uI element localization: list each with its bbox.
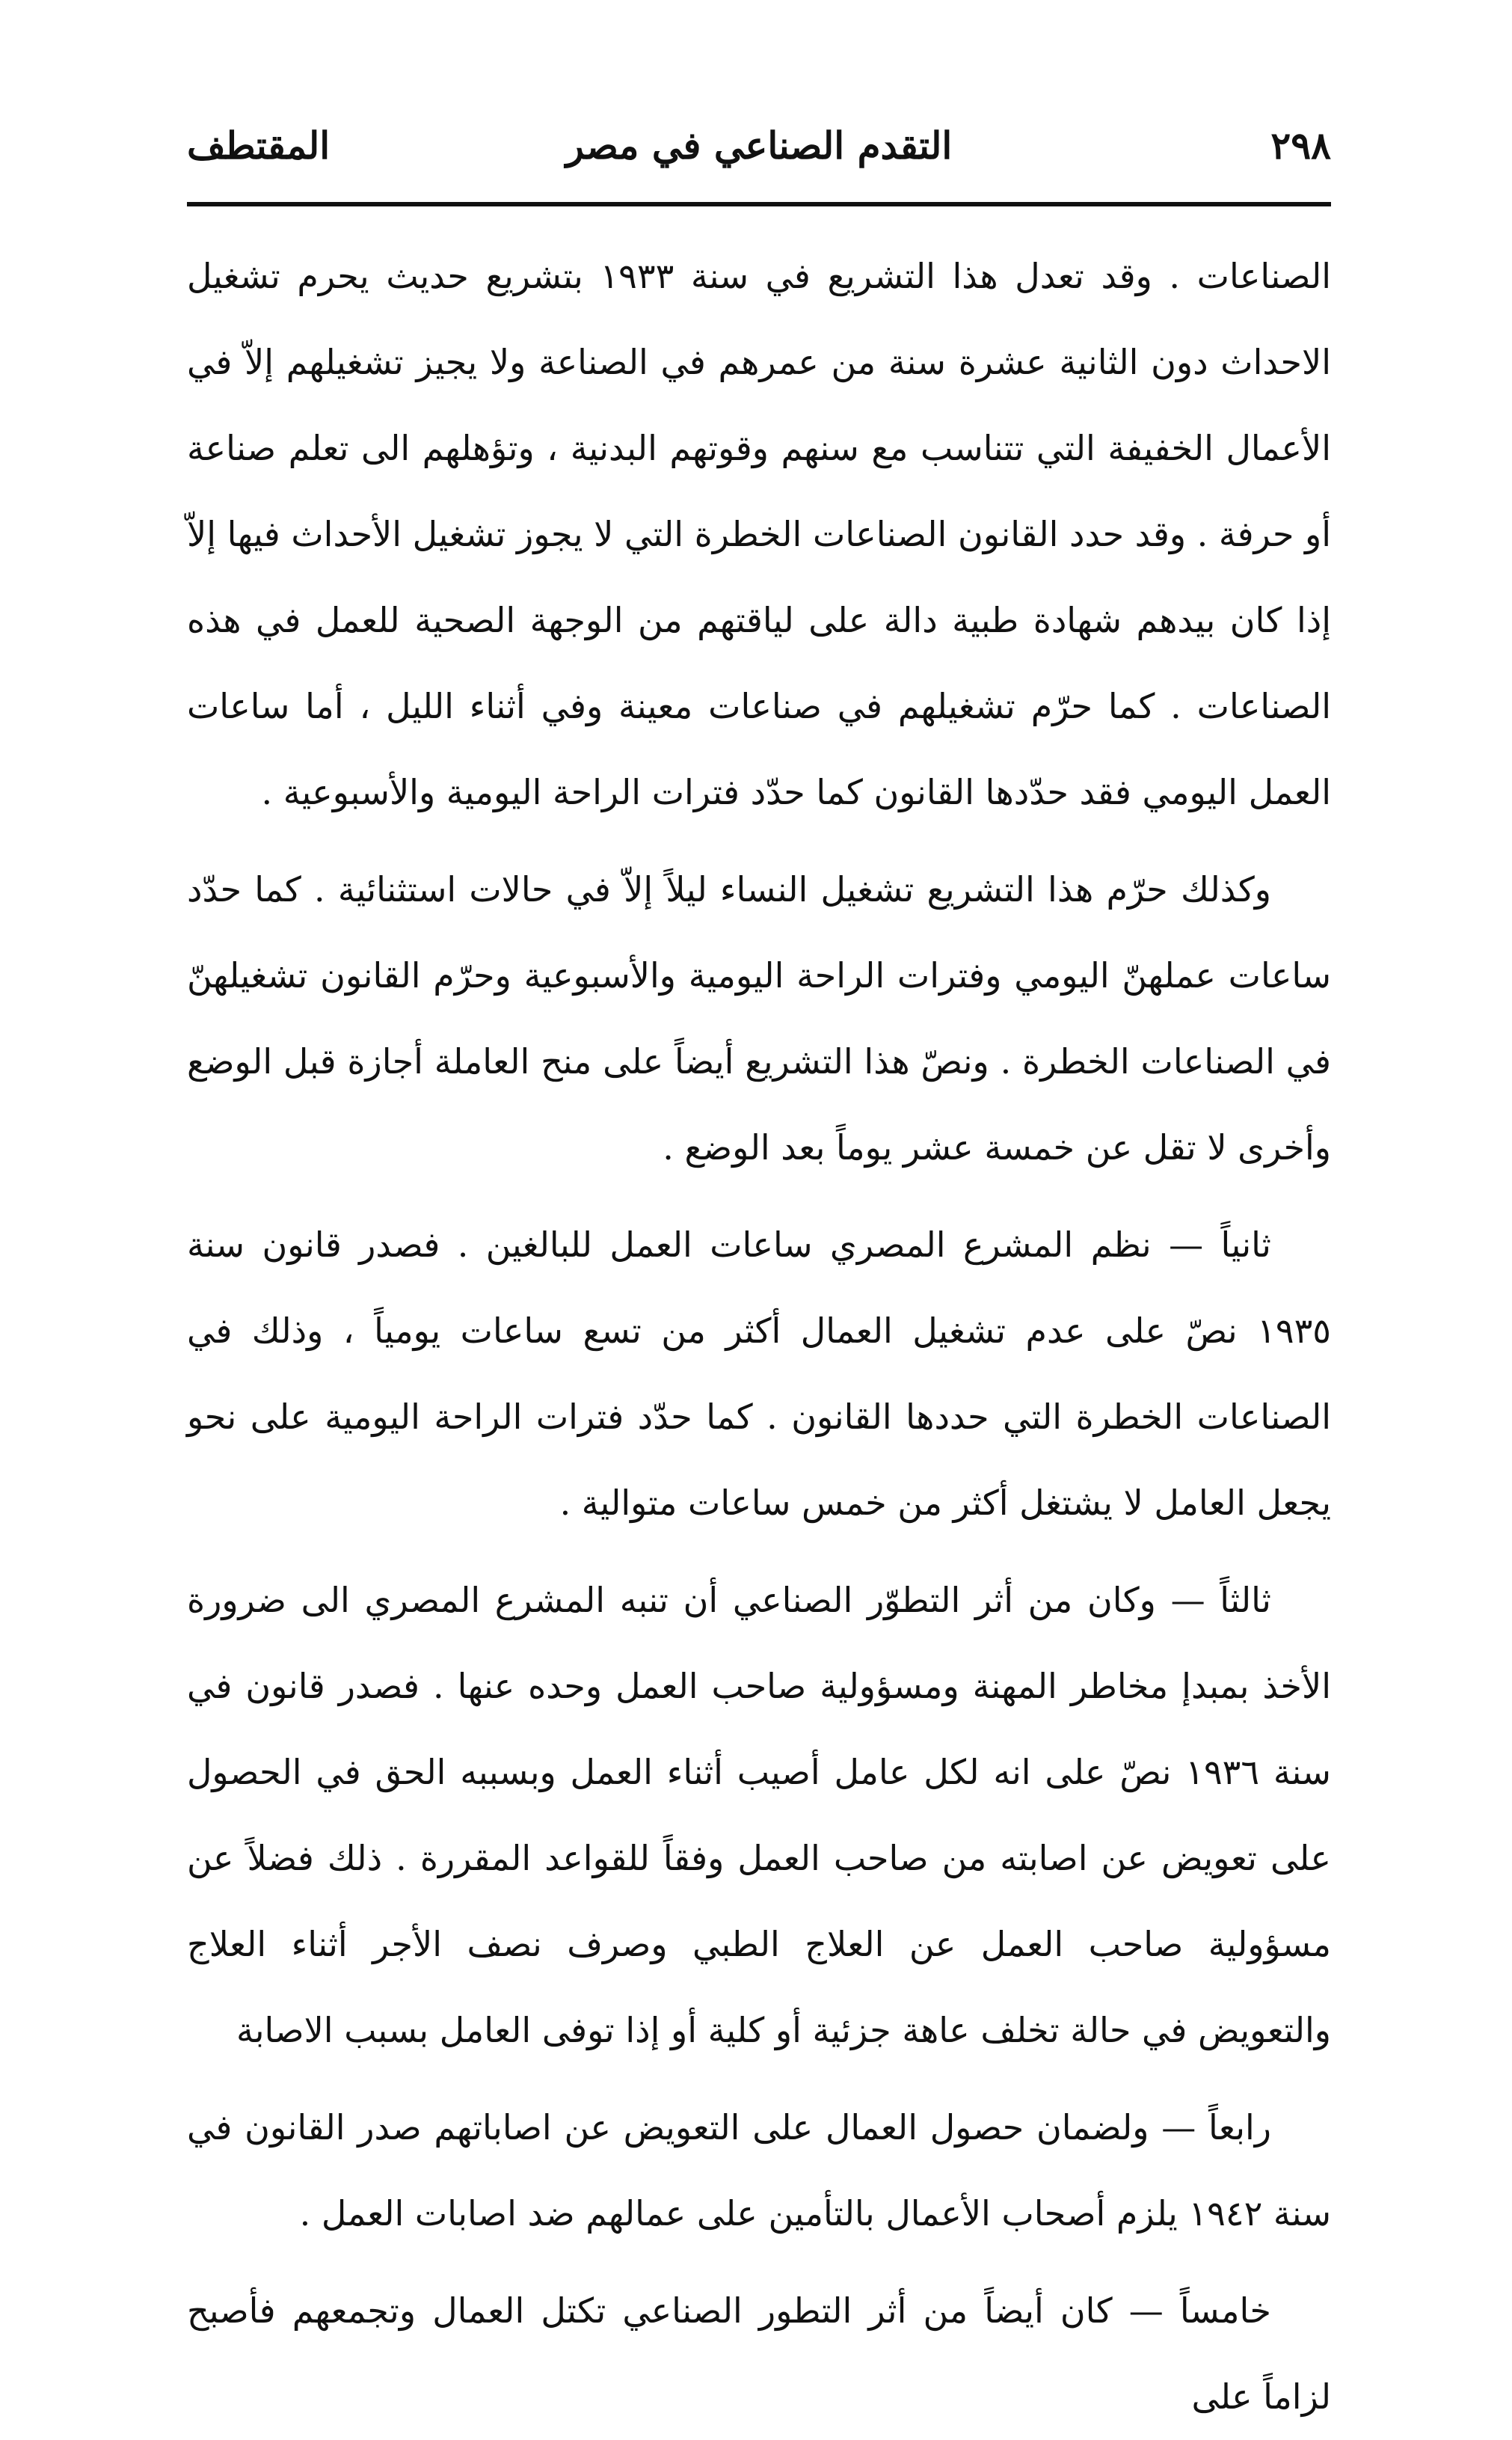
page-header	[187, 112, 1331, 180]
paragraph-1: الصناعات . وقد تعدل هذا التشريع في سنة ١٩٣٣ بتشريع حديث يحرم تشغيل الاحداث دون الثانية عشرة سنة من عمرهم في الصناعة ولا يجيز تشغيلهم إلاّ في الأعمال الخفيفة التي تتناسب مع سنهم وقوتهم البدنية ، وتؤهلهم الى تعلم صناعة أو حرفة . وقد حدد القانون الصناعات الخطرة التي لا يجوز تشغيل الأحداث فيها إلاّ إذا كان بيدهم شهادة طبية دالة على لياقتهم من الوجهة الصحية للعمل في هذه الصناعات . كما حرّم تشغيلهم في صناعات معينة وفي أثناء الليل ، أما ساعات العمل اليومي فقد حدّدها القانون كما حدّد فترات الراحة اليومية والأسبوعية .	[187, 256, 1332, 812]
paragraph-5: رابعاً — ولضمان حصول العمال على التعويض عن اصاباتهم صدر القانون في سنة ١٩٤٢ يلزم أصحاب الأعمال بالتأمين على عمالهم ضد اصابات العمل .	[187, 2107, 1331, 2234]
paragraph-3: ثانياً — نظم المشرع المصري ساعات العمل للبالغين . فصدر قانون سنة ١٩٣٥ نصّ على عدم تشغيل العمال أكثر من تسع ساعات يومياً ، وذلك في الصناعات الخطرة التي حددها القانون . كما حدّد فترات الراحة اليومية على نحو يجعل العامل لا يشتغل أكثر من خمس ساعات متوالية .	[187, 1224, 1331, 1523]
paragraph-6: خامساً — كان أيضاً من أثر التطور الصناعي تكتل العمال وتجمعهم فأصبح لزاماً على	[187, 2290, 1331, 2417]
article-body	[187, 233, 1331, 2440]
paragraph-4: ثالثاً — وكان من أثر التطوّر الصناعي أن تنبه المشرع المصري الى ضرورة الأخذ بمبدإ مخاطر المهنة ومسؤولية صاحب العمل وحده عنها . فصدر قانون في سنة ١٩٣٦ نصّ على انه لكل عامل أصيب أثناء العمل وبسببه الحق في الحصول على تعويض عن اصابته من صاحب العمل وفقاً للقواعد المقررة . ذلك فضلاً عن مسؤولية صاحب العمل عن العلاج الطبي وصرف نصف الأجر أثناء العلاج والتعويض في حالة تخلف عاهة جزئية أو كلية أو إذا توفى العامل بسبب الاصابة	[187, 1580, 1331, 2050]
page-number: ٢٩٨	[1270, 123, 1331, 168]
running-title: التقدم الصناعي في مصر	[565, 123, 953, 168]
header-rule	[187, 202, 1331, 206]
journal-name: المقتطف	[187, 123, 331, 168]
paragraph-2: وكذلك حرّم هذا التشريع تشغيل النساء ليلاً إلاّ في حالات استثنائية . كما حدّد ساعات عملهنّ اليومي وفترات الراحة اليومية والأسبوعية وحرّم القانون تشغيلهنّ في الصناعات الخطرة . ونصّ هذا التشريع أيضاً على منح العاملة أجازة قبل الوضع وأخرى لا تقل عن خمسة عشر يوماً بعد الوضع .	[187, 869, 1331, 1168]
